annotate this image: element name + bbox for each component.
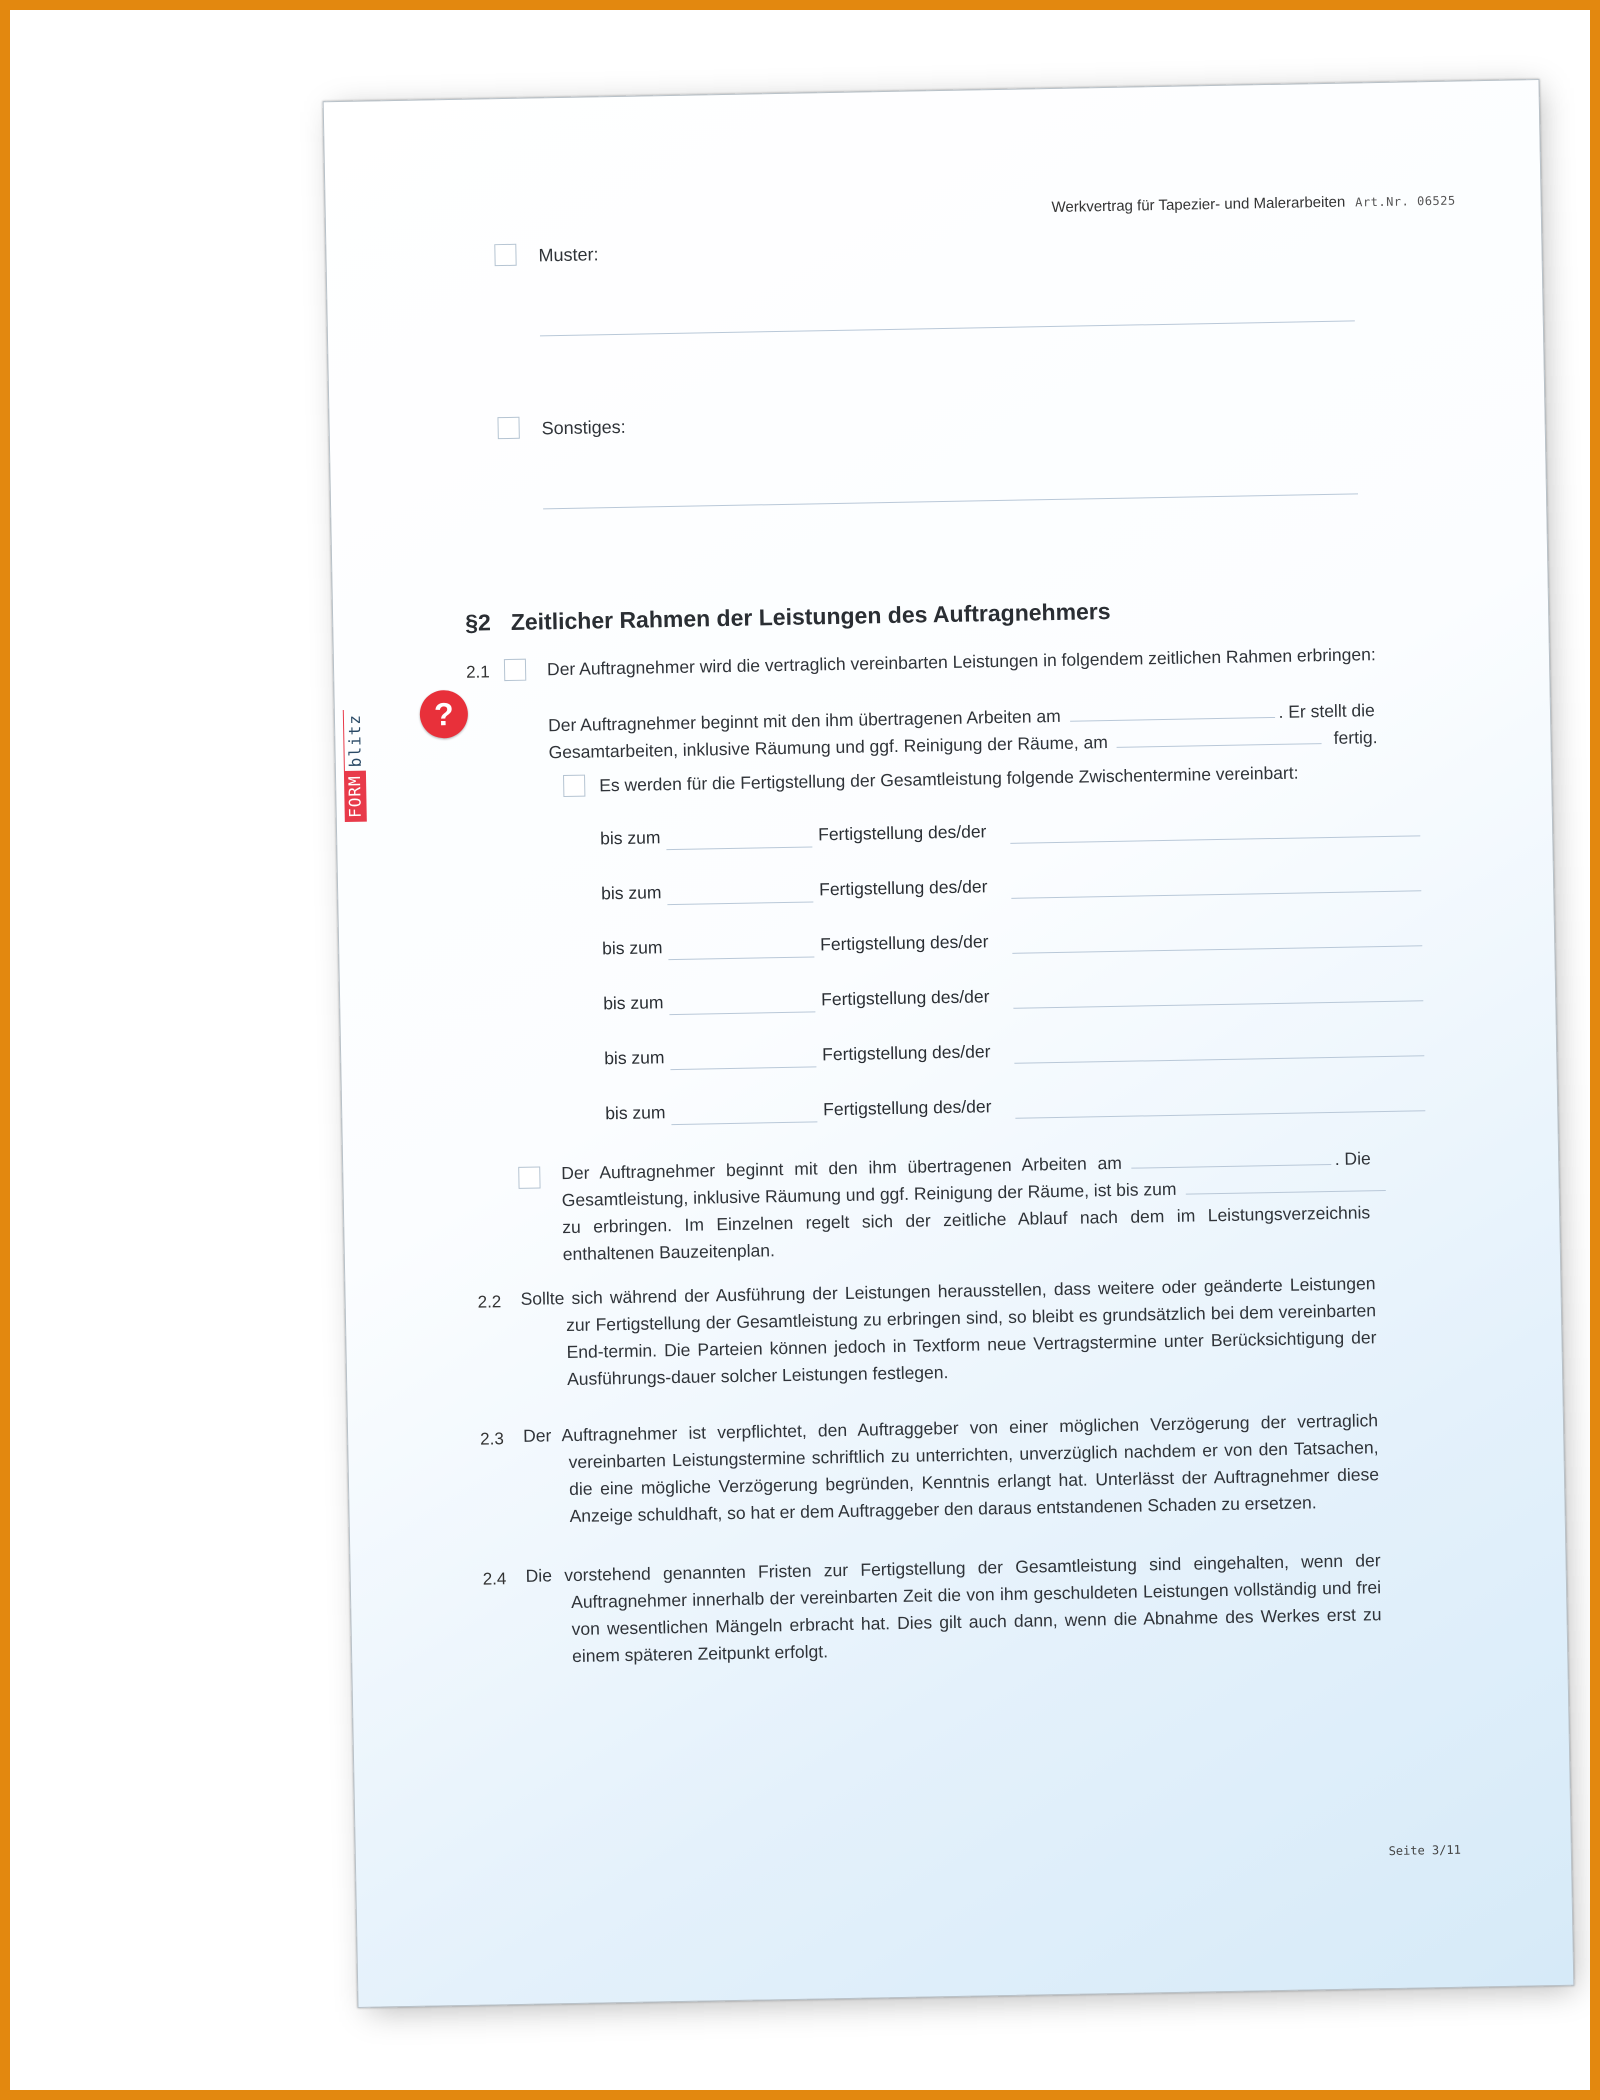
row-date-field[interactable] — [670, 1066, 816, 1070]
alt-completion-text: Gesamtleistung, inklusive Räumung und ggf. Reinigung der Räume, ist bis zum — [561, 1178, 1177, 1211]
row-task-field[interactable] — [1011, 890, 1421, 899]
checkbox-2-1[interactable] — [504, 659, 526, 681]
row-completion-label: Fertigstellung des/der — [818, 876, 988, 900]
article-number: Art.Nr. 06525 — [1355, 193, 1456, 210]
completion-date-field[interactable] — [1116, 725, 1321, 748]
row-until-label: bis zum — [604, 1047, 665, 1069]
alt-start-date-field[interactable] — [1131, 1146, 1331, 1169]
row-until-label: bis zum — [599, 827, 661, 849]
interim-row — [603, 978, 1423, 1023]
row-completion-label: Fertigstellung des/der — [817, 821, 987, 845]
interim-row — [602, 923, 1422, 968]
clause-2-3-number: 2.3 — [479, 1429, 504, 1449]
clause-2-2-number: 2.2 — [477, 1292, 502, 1312]
row-date-field[interactable] — [666, 846, 812, 850]
start-text: Der Auftragnehmer beginnt mit den ihm übertragenen Arbeiten am — [547, 705, 1061, 736]
muster-label: Muster: — [538, 244, 599, 266]
clause-2-1-intro: Der Auftragnehmer wird die vertraglich vereinbarten Leistungen in folgendem zeitlichen Rahmen erbringen: — [546, 644, 1376, 680]
checkbox-schedule-option[interactable] — [518, 1167, 540, 1189]
row-date-field[interactable] — [668, 956, 814, 960]
row-until-label: bis zum — [601, 882, 662, 904]
completion-text: Gesamtarbeiten, inklusive Räumung und ggf. Reinigung der Räume, am — [548, 732, 1109, 763]
formblitz-logo — [342, 692, 368, 822]
interim-row — [601, 868, 1421, 913]
checkbox-interim-dates[interactable] — [563, 775, 585, 797]
row-date-field[interactable] — [669, 1011, 815, 1015]
checkbox-sonstiges[interactable] — [497, 417, 519, 439]
row-task-field[interactable] — [1015, 1110, 1425, 1119]
clause-2-2-text: Sollte sich während der Ausführung der Leistungen herausstellen, dass weitere oder geänderte Leistungen zur Fertigstellung der Gesamtleistung zu erbringen sind, so bleibt es grundsätzlich bei dem vereinbarten End-termin. Die Parteien können jedoch in Textform neue Vertragstermine unter Berücksichtigung der Ausführungs-dauer solcher Leistungen festlegen. — [520, 1273, 1377, 1390]
alt-completion-date-field[interactable] — [1185, 1172, 1385, 1195]
start-date-field[interactable] — [1069, 699, 1274, 722]
clause-2-1-paragraph — [547, 697, 1378, 766]
row-completion-label: Fertigstellung des/der — [823, 1096, 992, 1120]
row-until-label: bis zum — [602, 937, 663, 959]
row-until-label: bis zum — [603, 992, 664, 1014]
row-task-field[interactable] — [1013, 1000, 1423, 1009]
checkbox-muster[interactable] — [494, 244, 516, 266]
row-completion-label: Fertigstellung des/der — [821, 1041, 991, 1065]
page-header — [1051, 192, 1455, 216]
row-completion-label: Fertigstellung des/der — [819, 931, 989, 955]
section-number: §2 — [464, 609, 492, 636]
row-task-field[interactable] — [1012, 945, 1422, 954]
schedule-option-paragraph — [561, 1145, 1371, 1268]
interim-row — [604, 1033, 1424, 1078]
alt-start-text: Der Auftragnehmer beginnt mit den ihm übertragenen Arbeiten am — [561, 1152, 1123, 1184]
row-date-field[interactable] — [671, 1121, 817, 1125]
interim-row — [605, 1088, 1425, 1133]
sonstiges-label: Sonstiges: — [541, 416, 626, 439]
sonstiges-line[interactable] — [543, 493, 1358, 509]
page-number: Seite 3/11 — [1388, 1842, 1461, 1859]
section-heading — [465, 598, 1111, 637]
row-task-field[interactable] — [1014, 1055, 1424, 1064]
brand-form: FORM — [344, 771, 367, 822]
document-page — [323, 79, 1575, 2008]
document-title: Werkvertrag für Tapezier- und Malerarbeiten — [1051, 193, 1346, 216]
row-completion-label: Fertigstellung des/der — [820, 986, 990, 1010]
section-title: Zeitlicher Rahmen der Leistungen des Auftragnehmers — [510, 597, 1111, 635]
interim-dates-label: Es werden für die Fertigstellung der Gesamtleistung folgende Zwischentermine vereinbart: — [599, 762, 1299, 796]
help-icon[interactable]: ? — [419, 690, 468, 739]
completion-text-end: fertig. — [1333, 727, 1378, 748]
clause-2-4-text: Die vorstehend genannten Fristen zur Fertigstellung der Gesamtleistung sind eingehalten, wenn der Auftragnehmer innerhalb der vereinbarten Zeit die von ihm geschuldeten Leistungen vollständig und frei von wesentlichen Mängeln erbracht hat. Dies gilt auch dann, wenn die Abnahme des Werkes erst zu einem späteren Zeitpunkt erfolgt. — [525, 1550, 1382, 1666]
clause-2-1-number: 2.1 — [465, 662, 490, 682]
alt-start-end: . Die — [1334, 1148, 1371, 1169]
row-task-field[interactable] — [1010, 835, 1420, 844]
alt-details-text: zu erbringen. Im Einzelnen regelt sich der zeitliche Ablauf nach dem im Leistungsverzeichnis enthaltenen Bauzeitenplan. — [562, 1202, 1371, 1265]
brand-blitz: blitz — [343, 710, 367, 772]
interim-row — [600, 813, 1420, 858]
start-text-end: . Er stellt die — [1278, 700, 1375, 722]
row-until-label: bis zum — [605, 1102, 666, 1124]
clause-2-3-text: Der Auftragnehmer ist verpflichtet, den Auftraggeber von einer möglichen Verzögerung der vertraglich vereinbarten Leistungstermine schriftlich zu unterrichten, unverzüglich nachdem er von den Tatsachen, die eine mögliche Verzögerung begründen, Kenntnis erlangt hat. Unterlässt der Auftragnehmer diese Anzeige schuldhaft, so hat er dem Auftraggeber den daraus entstandenen Schaden zu ersetzen. — [522, 1410, 1380, 1527]
row-date-field[interactable] — [667, 901, 813, 905]
clause-2-4-number: 2.4 — [482, 1569, 507, 1589]
muster-line[interactable] — [540, 320, 1355, 336]
